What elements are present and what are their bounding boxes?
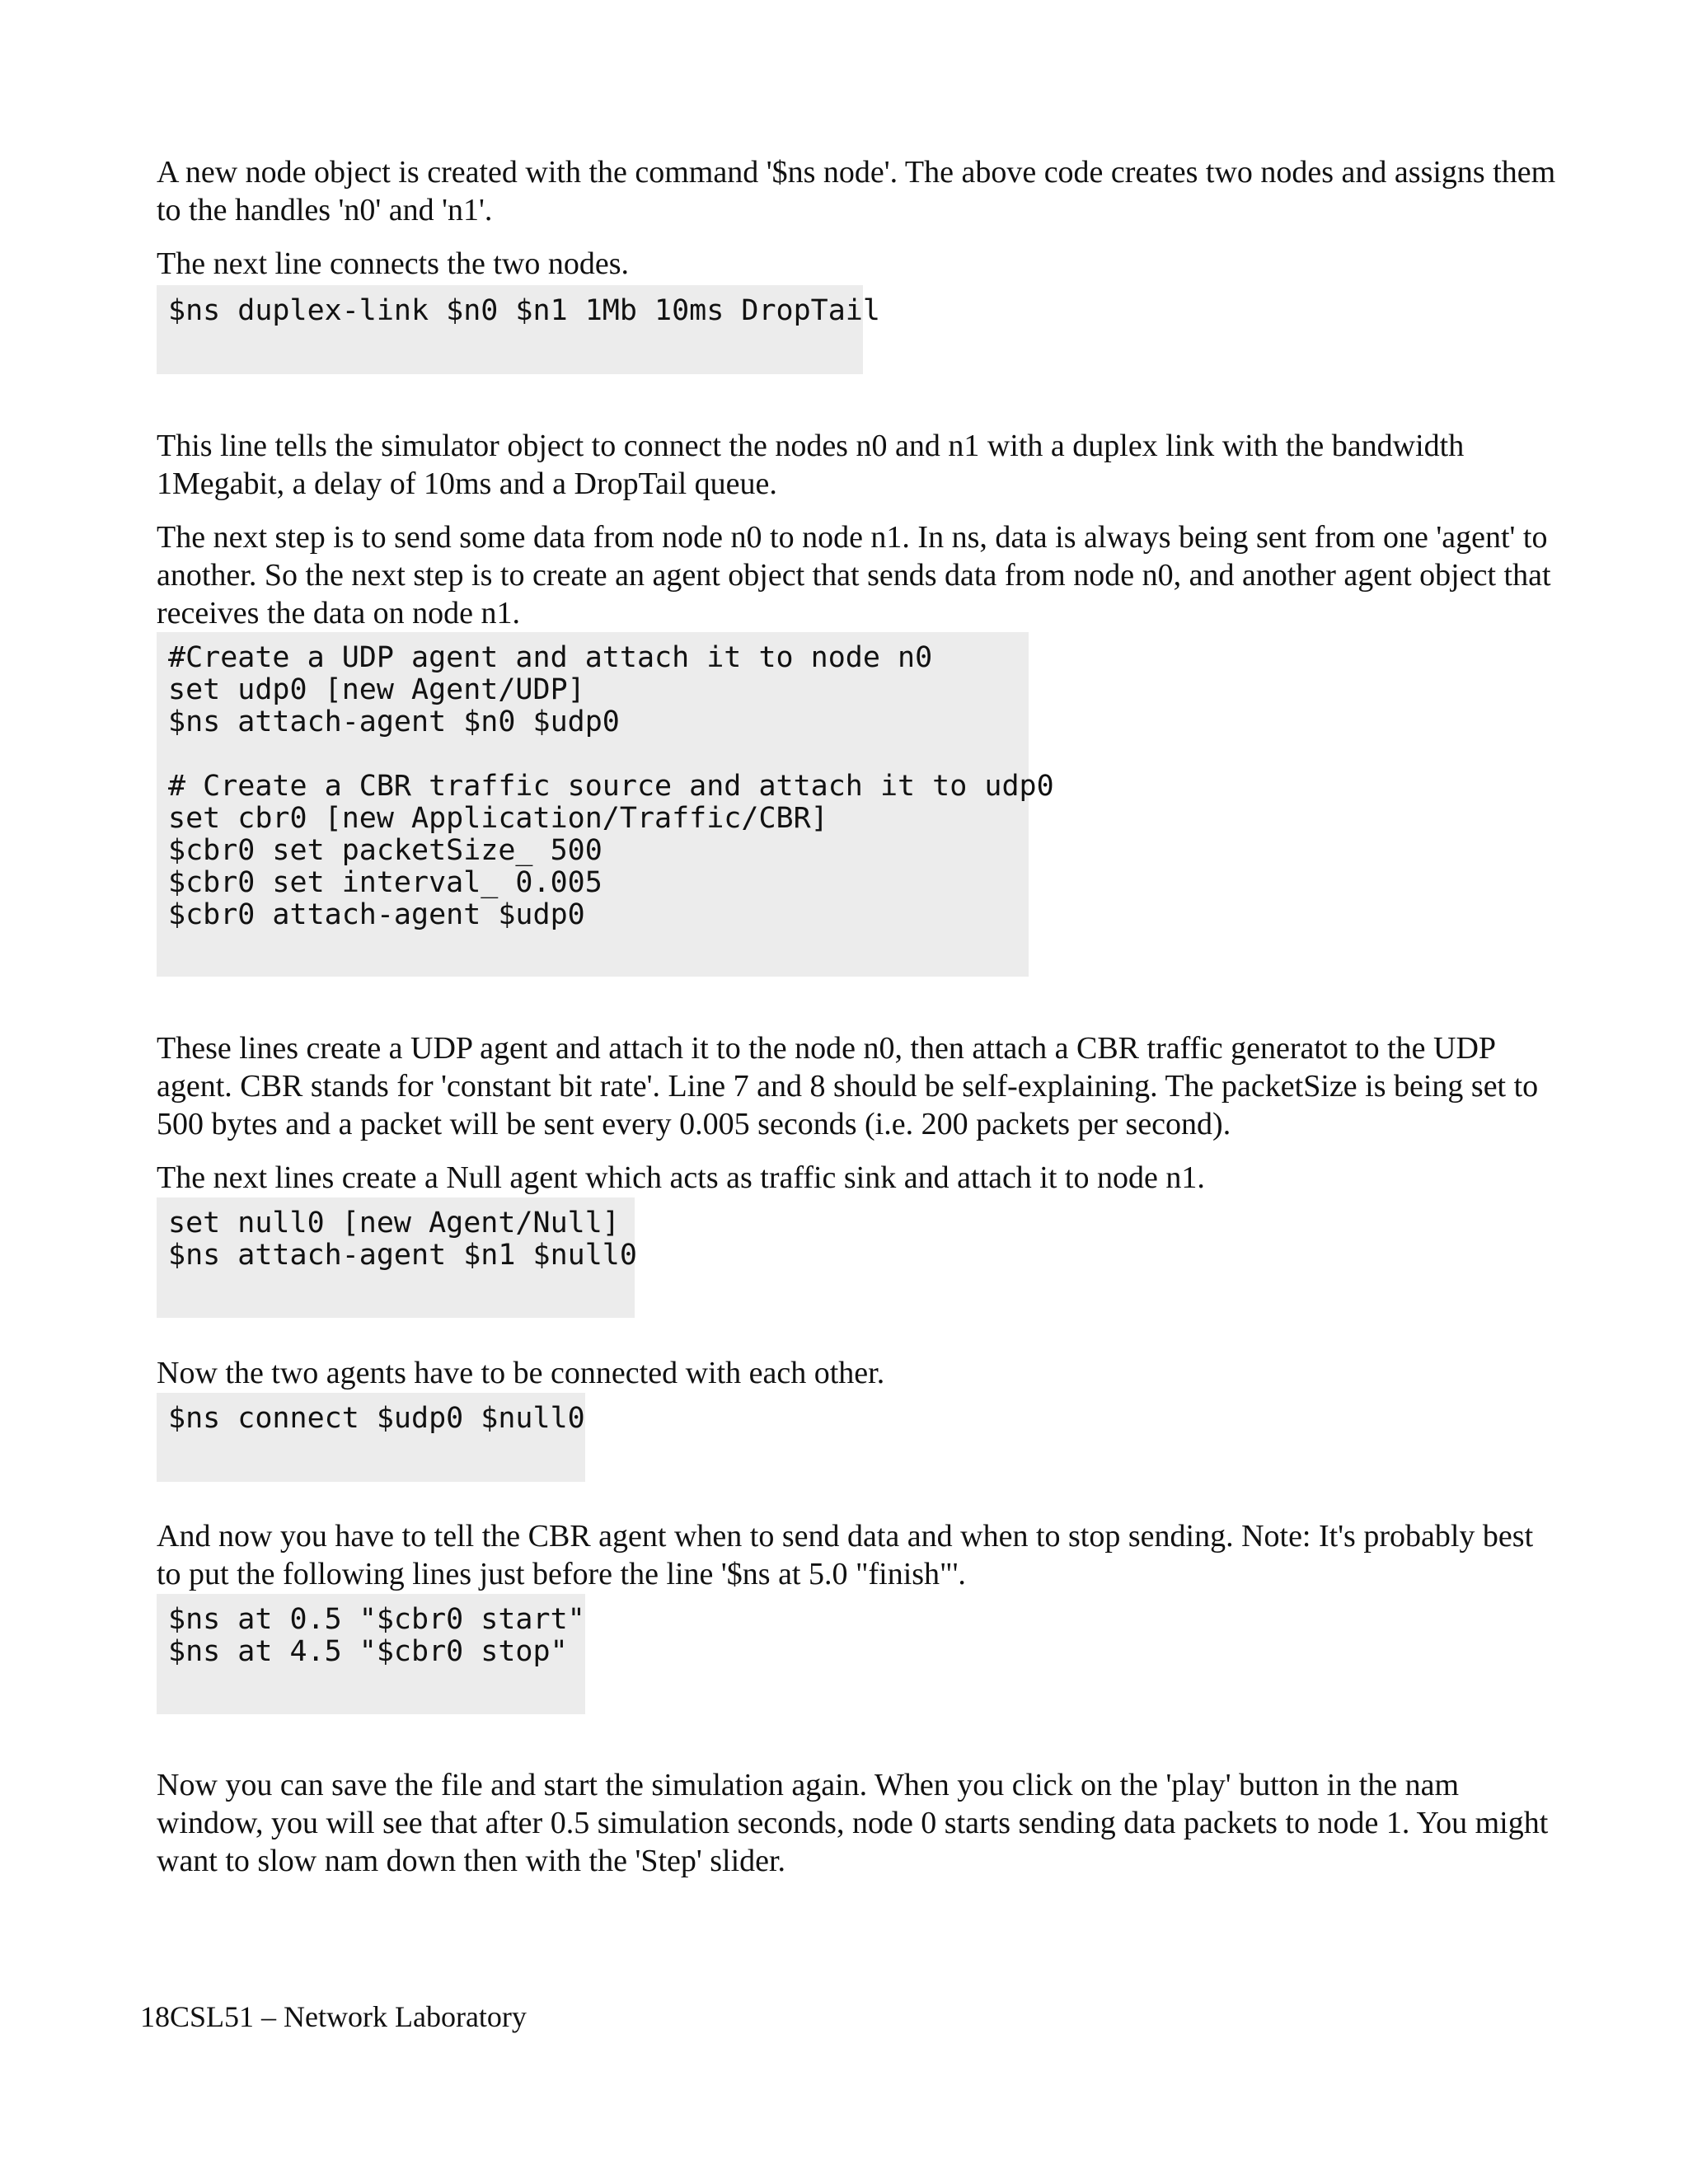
code-block-duplex-link [157,285,880,374]
paragraph-duplex-explanation: This line tells the simulator object to connect the nodes n0 and n1 with a duplex link with the bandwidth 1Megabit, a delay of 10ms and a DropTail queue. [157,429,1472,501]
code-line: # Create a CBR traffic source and attach it to udp0 [168,770,1054,803]
paragraph-connect-intro: The next line connects the two nodes. [157,246,630,281]
code-line: $cbr0 set interval_ 0.005 [168,866,603,899]
paragraph-run-simulation: Now you can save the file and start the simulation again. When you click on the 'play' button in the nam window, you will see that after 0.5 simulation seconds, node 0 starts sending data packets to node 1. You might want to slow nam down then with the 'Step' slider. [157,1768,1556,1878]
code-line: #Create a UDP agent and attach it to node n0 [168,641,933,674]
code-line [168,738,1029,771]
code-line: set cbr0 [new Application/Traffic/CBR] [168,802,828,835]
code-block-null-agent [157,1197,635,1318]
paragraph-null-agent-intro: The next lines create a Null agent which acts as traffic sink and attach it to node n1. [157,1160,1205,1195]
code-line: $ns at 0.5 "$cbr0 start" [168,1603,585,1636]
paragraph-agent-intro: The next step is to send some data from node n0 to node n1. In ns, data is always being sent from one 'agent' to another. So the next step is to create an agent object that sends data from node n0, and another agent object that receives the data on node n1. [157,520,1559,630]
paragraph-connect-agents: Now the two agents have to be connected with each other. [157,1356,885,1390]
page-footer: 18CSL51 – Network Laboratory [140,2000,527,2033]
paragraph-udp-cbr-explanation: These lines create a UDP agent and attach it to the node n0, then attach a CBR traffic generatot to the UDP agent. CBR stands for 'constant bit rate'. Line 7 and 8 should be self-explaining. The packetSize is being set to 500 bytes and a packet will be sent every 0.005 seconds (i.e. 200 packets per second). [157,1031,1546,1141]
code-line: set null0 [new Agent/Null] [168,1207,620,1240]
code-line: $ns attach-agent $n1 $null0 [168,1239,637,1272]
code-line: set udp0 [new Agent/UDP] [168,673,585,706]
code-line: $cbr0 attach-agent $udp0 [168,898,585,931]
code-line: $ns connect $udp0 $null0 [168,1402,585,1435]
paragraph-schedule-intro: And now you have to tell the CBR agent when to send data and when to stop sending. Note: It's probably best to put the following lines just before the line '$ns at 5.0 "finish"'. [157,1519,1541,1591]
code-block-schedule [157,1594,585,1714]
code-block-udp-cbr [157,632,1054,977]
code-block-connect [157,1393,585,1482]
paragraph-node-creation: A new node object is created with the command '$ns node'. The above code creates two nodes and assigns them to the handles 'n0' and 'n1'. [157,155,1564,227]
code-line: $cbr0 set packetSize_ 500 [168,834,603,867]
code-line: $ns attach-agent $n0 $udp0 [168,705,620,738]
code-line: $ns at 4.5 "$cbr0 stop" [168,1635,568,1668]
code-line: $ns duplex-link $n0 $n1 1Mb 10ms DropTail [168,294,880,327]
